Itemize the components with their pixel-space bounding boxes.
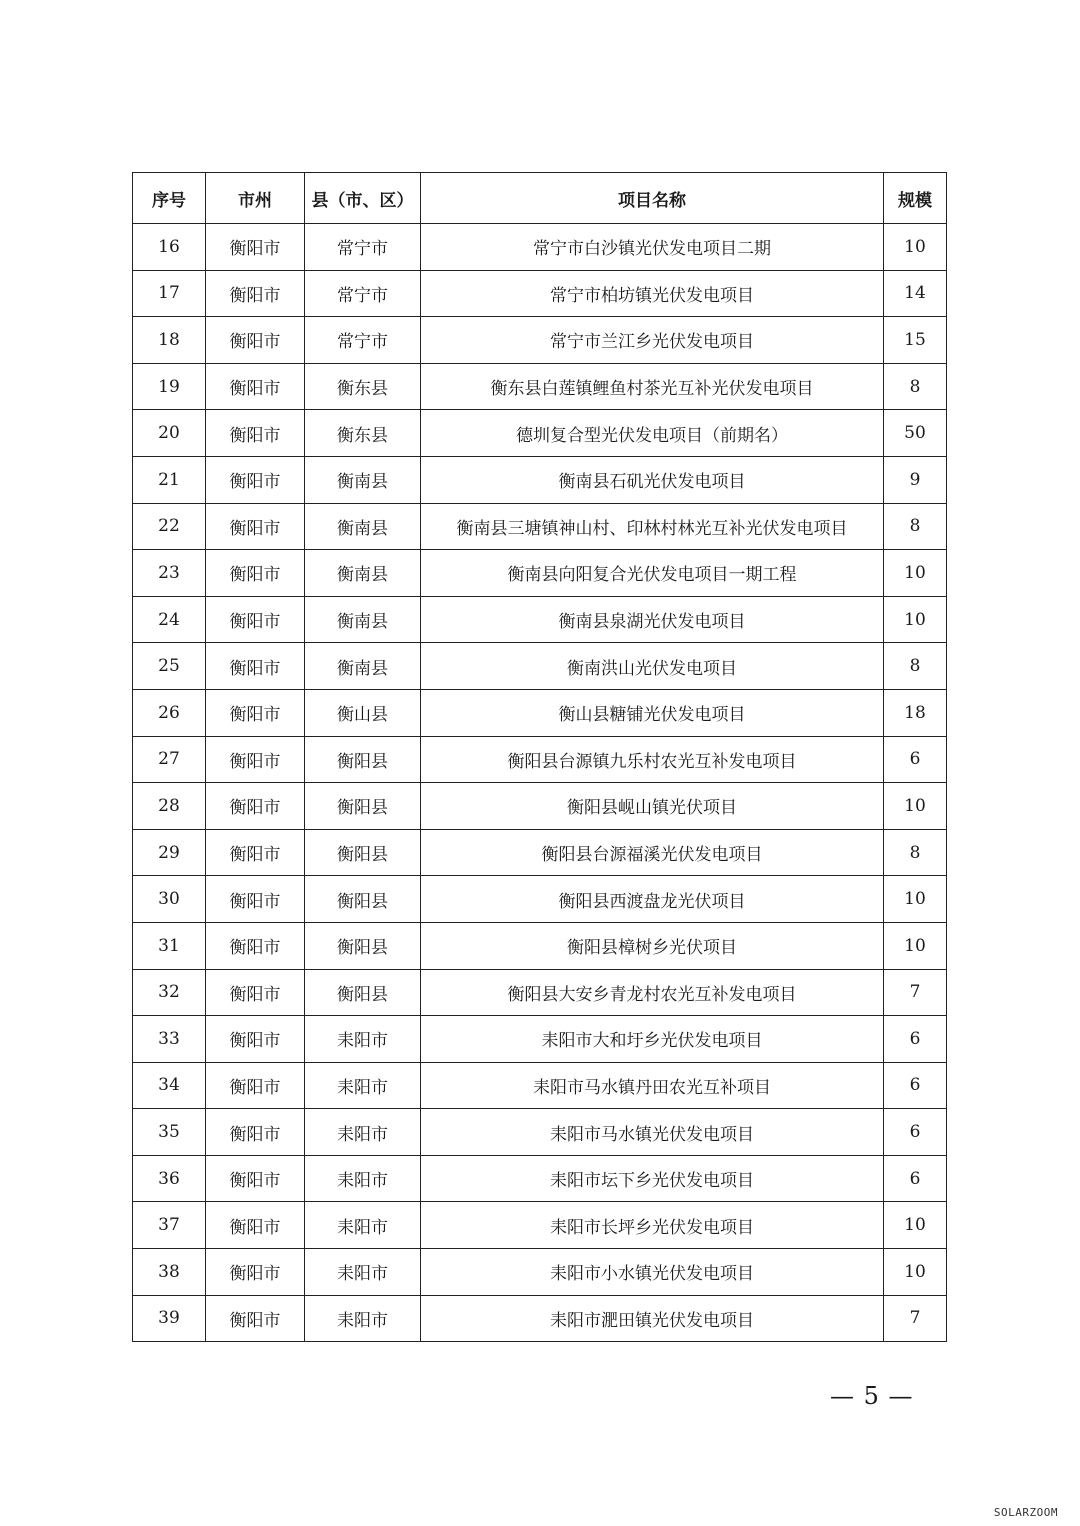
header-no: 序号 bbox=[133, 173, 206, 224]
cell-city: 衡阳市 bbox=[206, 363, 305, 410]
cell-no: 18 bbox=[133, 317, 206, 364]
cell-no: 36 bbox=[133, 1155, 206, 1202]
cell-county: 衡南县 bbox=[305, 596, 421, 643]
cell-project-name: 衡阳县台源镇九乐村农光互补发电项目 bbox=[421, 736, 884, 783]
table-row bbox=[133, 503, 947, 550]
cell-county: 衡南县 bbox=[305, 456, 421, 503]
cell-city: 衡阳市 bbox=[206, 829, 305, 876]
cell-city: 衡阳市 bbox=[206, 410, 305, 457]
cell-project-name: 衡阳县樟树乡光伏项目 bbox=[421, 922, 884, 969]
cell-no: 27 bbox=[133, 736, 206, 783]
table-row bbox=[133, 550, 947, 597]
cell-project-name: 衡南县泉湖光伏发电项目 bbox=[421, 596, 884, 643]
cell-project-name: 耒阳市马水镇光伏发电项目 bbox=[421, 1109, 884, 1156]
header-city: 市州 bbox=[206, 173, 305, 224]
cell-no: 19 bbox=[133, 363, 206, 410]
cell-no: 24 bbox=[133, 596, 206, 643]
cell-scale: 10 bbox=[884, 550, 947, 597]
cell-county: 衡东县 bbox=[305, 363, 421, 410]
cell-city: 衡阳市 bbox=[206, 1295, 305, 1342]
cell-project-name: 衡阳县台源福溪光伏发电项目 bbox=[421, 829, 884, 876]
cell-county: 衡南县 bbox=[305, 643, 421, 690]
cell-county: 衡阳县 bbox=[305, 736, 421, 783]
cell-project-name: 衡南县向阳复合光伏发电项目一期工程 bbox=[421, 550, 884, 597]
cell-scale: 10 bbox=[884, 1249, 947, 1296]
cell-project-name: 常宁市柏坊镇光伏发电项目 bbox=[421, 270, 884, 317]
cell-county: 耒阳市 bbox=[305, 1062, 421, 1109]
cell-project-name: 衡南县三塘镇神山村、印林村林光互补光伏发电项目 bbox=[421, 503, 884, 550]
cell-city: 衡阳市 bbox=[206, 550, 305, 597]
cell-no: 17 bbox=[133, 270, 206, 317]
cell-county: 耒阳市 bbox=[305, 1155, 421, 1202]
cell-county: 耒阳市 bbox=[305, 1295, 421, 1342]
cell-scale: 18 bbox=[884, 689, 947, 736]
cell-no: 34 bbox=[133, 1062, 206, 1109]
table-row bbox=[133, 363, 947, 410]
cell-project-name: 德圳复合型光伏发电项目（前期名） bbox=[421, 410, 884, 457]
cell-project-name: 常宁市兰江乡光伏发电项目 bbox=[421, 317, 884, 364]
cell-scale: 8 bbox=[884, 643, 947, 690]
cell-no: 22 bbox=[133, 503, 206, 550]
cell-no: 25 bbox=[133, 643, 206, 690]
cell-scale: 7 bbox=[884, 1295, 947, 1342]
table-row bbox=[133, 1109, 947, 1156]
table-row bbox=[133, 876, 947, 923]
cell-county: 衡阳县 bbox=[305, 922, 421, 969]
table-row bbox=[133, 317, 947, 364]
cell-project-name: 耒阳市淝田镇光伏发电项目 bbox=[421, 1295, 884, 1342]
cell-scale: 8 bbox=[884, 363, 947, 410]
cell-county: 耒阳市 bbox=[305, 1202, 421, 1249]
cell-city: 衡阳市 bbox=[206, 1202, 305, 1249]
cell-project-name: 常宁市白沙镇光伏发电项目二期 bbox=[421, 224, 884, 271]
cell-scale: 6 bbox=[884, 1155, 947, 1202]
header-project-name: 项目名称 bbox=[421, 173, 884, 224]
table-row bbox=[133, 643, 947, 690]
cell-no: 28 bbox=[133, 783, 206, 830]
cell-project-name: 耒阳市马水镇丹田农光互补项目 bbox=[421, 1062, 884, 1109]
cell-scale: 10 bbox=[884, 783, 947, 830]
cell-scale: 10 bbox=[884, 596, 947, 643]
cell-city: 衡阳市 bbox=[206, 689, 305, 736]
cell-county: 衡阳县 bbox=[305, 876, 421, 923]
cell-scale: 8 bbox=[884, 503, 947, 550]
table-row bbox=[133, 969, 947, 1016]
cell-project-name: 耒阳市大和圩乡光伏发电项目 bbox=[421, 1016, 884, 1063]
cell-county: 常宁市 bbox=[305, 317, 421, 364]
cell-city: 衡阳市 bbox=[206, 876, 305, 923]
cell-city: 衡阳市 bbox=[206, 224, 305, 271]
cell-no: 33 bbox=[133, 1016, 206, 1063]
table-row bbox=[133, 1062, 947, 1109]
cell-city: 衡阳市 bbox=[206, 1249, 305, 1296]
cell-scale: 10 bbox=[884, 224, 947, 271]
cell-no: 35 bbox=[133, 1109, 206, 1156]
cell-scale: 10 bbox=[884, 922, 947, 969]
cell-no: 26 bbox=[133, 689, 206, 736]
table-body bbox=[133, 224, 947, 1342]
cell-project-name: 衡阳县大安乡青龙村农光互补发电项目 bbox=[421, 969, 884, 1016]
cell-scale: 6 bbox=[884, 736, 947, 783]
cell-scale: 10 bbox=[884, 876, 947, 923]
cell-city: 衡阳市 bbox=[206, 643, 305, 690]
cell-scale: 6 bbox=[884, 1062, 947, 1109]
table-row bbox=[133, 1202, 947, 1249]
cell-scale: 6 bbox=[884, 1016, 947, 1063]
cell-county: 衡阳县 bbox=[305, 969, 421, 1016]
watermark-text: SOLARZOOM bbox=[993, 1506, 1058, 1519]
cell-project-name: 衡东县白莲镇鲤鱼村茶光互补光伏发电项目 bbox=[421, 363, 884, 410]
page-number: — 5 — bbox=[830, 1382, 914, 1410]
table-row bbox=[133, 270, 947, 317]
cell-project-name: 衡山县糖铺光伏发电项目 bbox=[421, 689, 884, 736]
cell-county: 衡南县 bbox=[305, 550, 421, 597]
table-row bbox=[133, 596, 947, 643]
cell-no: 32 bbox=[133, 969, 206, 1016]
table-row bbox=[133, 922, 947, 969]
cell-city: 衡阳市 bbox=[206, 317, 305, 364]
cell-scale: 8 bbox=[884, 829, 947, 876]
table-row bbox=[133, 1249, 947, 1296]
cell-no: 29 bbox=[133, 829, 206, 876]
cell-scale: 9 bbox=[884, 456, 947, 503]
cell-county: 耒阳市 bbox=[305, 1249, 421, 1296]
cell-county: 衡东县 bbox=[305, 410, 421, 457]
header-county: 县（市、区） bbox=[305, 173, 421, 224]
cell-city: 衡阳市 bbox=[206, 503, 305, 550]
cell-scale: 15 bbox=[884, 317, 947, 364]
cell-scale: 14 bbox=[884, 270, 947, 317]
cell-no: 23 bbox=[133, 550, 206, 597]
cell-city: 衡阳市 bbox=[206, 783, 305, 830]
cell-county: 常宁市 bbox=[305, 270, 421, 317]
cell-no: 37 bbox=[133, 1202, 206, 1249]
cell-city: 衡阳市 bbox=[206, 1155, 305, 1202]
cell-scale: 10 bbox=[884, 1202, 947, 1249]
cell-county: 衡阳县 bbox=[305, 783, 421, 830]
cell-county: 常宁市 bbox=[305, 224, 421, 271]
cell-city: 衡阳市 bbox=[206, 736, 305, 783]
cell-city: 衡阳市 bbox=[206, 596, 305, 643]
cell-county: 耒阳市 bbox=[305, 1109, 421, 1156]
cell-scale: 50 bbox=[884, 410, 947, 457]
cell-city: 衡阳市 bbox=[206, 456, 305, 503]
table-header-row bbox=[133, 173, 947, 224]
cell-project-name: 衡阳县西渡盘龙光伏项目 bbox=[421, 876, 884, 923]
cell-no: 39 bbox=[133, 1295, 206, 1342]
cell-city: 衡阳市 bbox=[206, 270, 305, 317]
cell-county: 衡阳县 bbox=[305, 829, 421, 876]
cell-city: 衡阳市 bbox=[206, 1109, 305, 1156]
table-row bbox=[133, 456, 947, 503]
cell-city: 衡阳市 bbox=[206, 969, 305, 1016]
table-row bbox=[133, 829, 947, 876]
cell-project-name: 衡南县石矶光伏发电项目 bbox=[421, 456, 884, 503]
cell-project-name: 衡南洪山光伏发电项目 bbox=[421, 643, 884, 690]
cell-no: 21 bbox=[133, 456, 206, 503]
table-row bbox=[133, 1016, 947, 1063]
table-row bbox=[133, 410, 947, 457]
table-row bbox=[133, 1295, 947, 1342]
cell-scale: 6 bbox=[884, 1109, 947, 1156]
table-row bbox=[133, 689, 947, 736]
header-scale: 规模 bbox=[884, 173, 947, 224]
cell-county: 衡南县 bbox=[305, 503, 421, 550]
cell-project-name: 耒阳市坛下乡光伏发电项目 bbox=[421, 1155, 884, 1202]
cell-project-name: 衡阳县岘山镇光伏项目 bbox=[421, 783, 884, 830]
table-row bbox=[133, 783, 947, 830]
cell-county: 衡山县 bbox=[305, 689, 421, 736]
cell-no: 30 bbox=[133, 876, 206, 923]
table-row bbox=[133, 1155, 947, 1202]
cell-scale: 7 bbox=[884, 969, 947, 1016]
cell-no: 20 bbox=[133, 410, 206, 457]
project-table bbox=[132, 172, 947, 1342]
cell-no: 31 bbox=[133, 922, 206, 969]
cell-project-name: 耒阳市小水镇光伏发电项目 bbox=[421, 1249, 884, 1296]
table-row bbox=[133, 736, 947, 783]
table-row bbox=[133, 224, 947, 271]
cell-city: 衡阳市 bbox=[206, 1016, 305, 1063]
cell-county: 耒阳市 bbox=[305, 1016, 421, 1063]
cell-city: 衡阳市 bbox=[206, 922, 305, 969]
cell-no: 16 bbox=[133, 224, 206, 271]
cell-project-name: 耒阳市长坪乡光伏发电项目 bbox=[421, 1202, 884, 1249]
cell-no: 38 bbox=[133, 1249, 206, 1296]
cell-city: 衡阳市 bbox=[206, 1062, 305, 1109]
